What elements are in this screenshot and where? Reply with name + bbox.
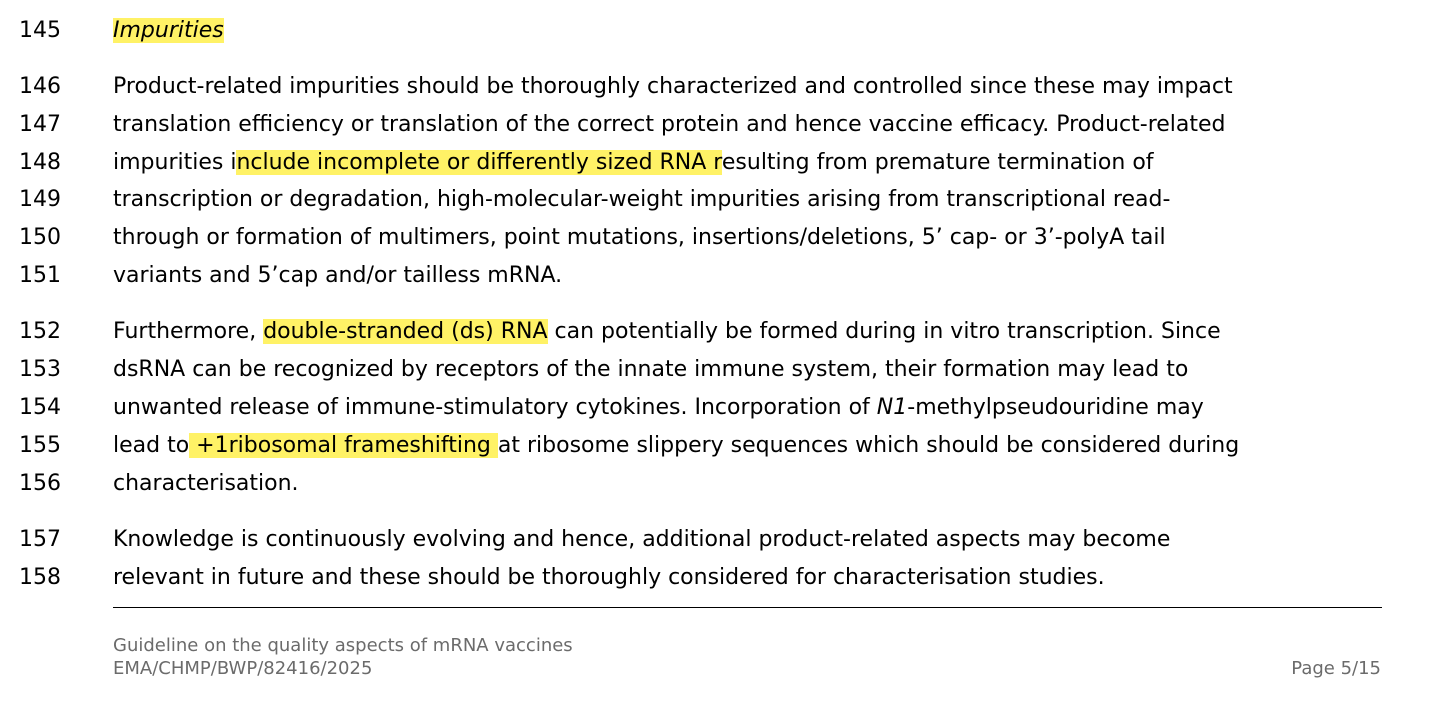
line-number: 148 bbox=[19, 150, 61, 175]
document-line bbox=[0, 355, 1456, 385]
line-text: transcription or degradation, high-molecular-weight impurities arising from transcriptional read- bbox=[113, 187, 1171, 212]
line-number: 157 bbox=[19, 527, 61, 552]
line-number: 151 bbox=[19, 263, 61, 288]
line-text bbox=[113, 148, 1154, 178]
text-run: -methylpseudouridine may bbox=[907, 395, 1204, 420]
line-number: 149 bbox=[19, 187, 61, 212]
line-text: translation efficiency or translation of the correct protein and hence vaccine efficacy. Product-related bbox=[113, 112, 1226, 137]
document-line bbox=[0, 317, 1456, 347]
footer-title: Guideline on the quality aspects of mRNA vaccines bbox=[113, 635, 573, 656]
highlighted-text: double-stranded (ds) RNA bbox=[263, 319, 548, 344]
document-line bbox=[0, 185, 1456, 215]
line-number: 155 bbox=[19, 433, 61, 458]
highlighted-text: +1ribosomal frameshifting bbox=[189, 433, 498, 458]
line-text: through or formation of multimers, point mutations, insertions/deletions, 5’ cap- or 3’-polyA tail bbox=[113, 225, 1166, 250]
line-number: 154 bbox=[19, 395, 61, 420]
document-line bbox=[0, 223, 1456, 253]
document-line bbox=[0, 469, 1456, 499]
text-run: esulting from premature termination of bbox=[721, 150, 1154, 175]
text-run: unwanted release of immune-stimulatory cytokines. Incorporation of bbox=[113, 395, 877, 420]
line-text bbox=[113, 431, 1239, 461]
line-number: 145 bbox=[19, 18, 61, 43]
highlighted-text: nclude incomplete or differently sized RNA r bbox=[236, 150, 722, 175]
italic-text: N1 bbox=[876, 395, 908, 420]
line-text: relevant in future and these should be thoroughly considered for characterisation studies. bbox=[113, 565, 1105, 590]
page-number: Page 5/15 bbox=[1291, 658, 1381, 679]
text-run: can potentially be formed during in vitro transcription. Since bbox=[547, 319, 1221, 344]
document-line bbox=[0, 563, 1456, 593]
document-line bbox=[0, 431, 1456, 461]
document-line bbox=[0, 261, 1456, 291]
footer-divider bbox=[113, 607, 1382, 608]
text-run: Furthermore, bbox=[113, 319, 264, 344]
document-line bbox=[0, 72, 1456, 102]
document-line bbox=[0, 393, 1456, 423]
line-number: 153 bbox=[19, 357, 61, 382]
text-run: impurities i bbox=[113, 150, 237, 175]
line-number: 150 bbox=[19, 225, 61, 250]
line-text bbox=[113, 16, 224, 46]
line-number: 156 bbox=[19, 471, 61, 496]
line-text: characterisation. bbox=[113, 471, 299, 496]
line-text: variants and 5’cap and/or tailless mRNA. bbox=[113, 263, 563, 288]
footer-reference: EMA/CHMP/BWP/82416/2025 bbox=[113, 658, 373, 679]
text-run: lead to bbox=[113, 433, 190, 458]
line-number: 147 bbox=[19, 112, 61, 137]
line-number: 152 bbox=[19, 319, 61, 344]
line-text: Knowledge is continuously evolving and hence, additional product-related aspects may become bbox=[113, 527, 1171, 552]
line-text bbox=[113, 317, 1221, 347]
line-text: Product-related impurities should be thoroughly characterized and controlled since these may impact bbox=[113, 74, 1233, 99]
document-line bbox=[0, 110, 1456, 140]
line-text: dsRNA can be recognized by receptors of the innate immune system, their formation may lead to bbox=[113, 357, 1189, 382]
section-heading: Impurities bbox=[113, 18, 224, 43]
document-line bbox=[0, 16, 1456, 46]
line-number: 158 bbox=[19, 565, 61, 590]
text-run: at ribosome slippery sequences which should be considered during bbox=[497, 433, 1240, 458]
document-line bbox=[0, 525, 1456, 555]
line-number: 146 bbox=[19, 74, 61, 99]
line-text bbox=[113, 393, 1204, 423]
document-line bbox=[0, 148, 1456, 178]
